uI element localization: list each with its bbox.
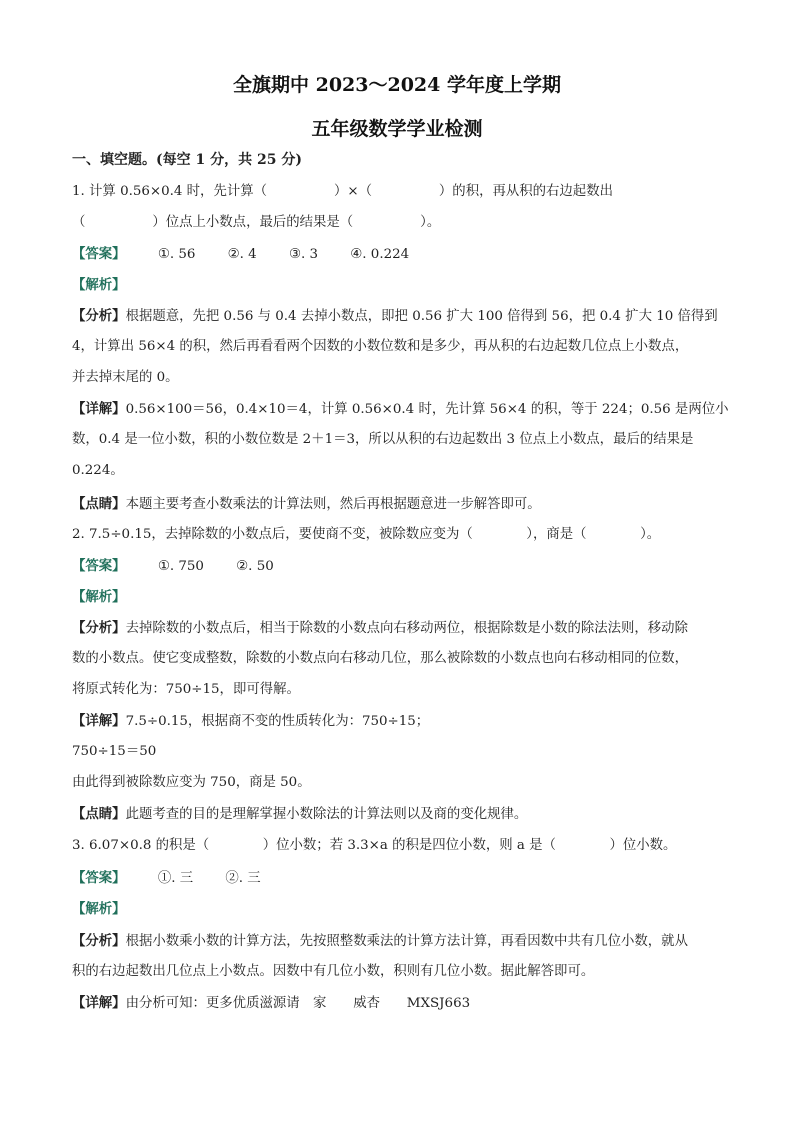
q1-answer-row	[72, 246, 722, 263]
dianjing-tag: 【点睛】	[72, 496, 126, 512]
q1-answer-2: ②. 4	[227, 247, 257, 262]
jiexi-tag: 【解析】	[72, 589, 126, 605]
q1-answer-1: ①. 56	[157, 247, 196, 262]
fenxi-tag: 【分析】	[72, 620, 126, 636]
q3-fenxi-1	[72, 933, 722, 950]
q1-fenxi-2: 4，计算出 56×4 的积，然后再看看两个因数的小数位数和是多少，再从积的右边起数几位点上小数点，	[72, 339, 689, 354]
q1-dianjing	[72, 496, 722, 513]
q2-line1: 2. 7.5÷0.15，去掉除数的小数点后，要使商不变，被除数应变为（ ），商是（ ）。	[72, 527, 661, 542]
q1-xiangjie-2: 数，0.4 是一位小数，积的小数位数是 2＋1＝3，所以从积的右边起数出 3 位点上小数点，最后的结果是	[72, 432, 694, 447]
section-heading: 一、填空题。(每空 1 分，共 25 分)	[72, 152, 302, 168]
document-title: 全旗期中 2023～2024 学年度上学期	[233, 74, 561, 96]
fenxi-tag: 【分析】	[72, 933, 126, 949]
xiangjie-tag: 【详解】	[72, 995, 126, 1011]
q1-fenxi-3: 并去掉末尾的 0。	[72, 370, 179, 385]
q2-calc: 750÷15＝50	[72, 744, 157, 759]
q1-line1: 1. 计算 0.56×0.4 时，先计算（ ）×（ ）的积，再从积的右边起数出	[72, 184, 613, 199]
xiangjie-tag: 【详解】	[72, 401, 126, 417]
q1-xiangjie-3: 0.224。	[72, 463, 124, 478]
q1-xiangjie-text-1: 0.56×100＝56，0.4×10＝4，计算 0.56×0.4 时，先计算 56×4 的积，等于 224；0.56 是两位小	[125, 402, 729, 417]
q1-answer-4: ④. 0.224	[350, 247, 410, 262]
q2-dianjing-text: 此题考查的目的是理解掌握小数除法的计算法则以及商的变化规律。	[125, 807, 528, 822]
answer-tag: 【答案】	[72, 246, 126, 262]
q3-answer-1: ①. 三	[157, 871, 194, 886]
q2-jiexi	[72, 589, 722, 606]
q1-xiangjie-1	[72, 401, 729, 418]
document-subtitle: 五年级数学学业检测	[311, 118, 483, 140]
q3-jiexi	[72, 901, 722, 918]
q3-xiangjie-text-1: 由分析可知：更多优质滋源请 家 威杏 MXSJ663	[125, 996, 471, 1011]
q3-fenxi-text-1: 根据小数乘小数的计算方法，先按照整数乘法的计算方法计算，再看因数中共有几位小数，就从	[125, 934, 688, 949]
q1-line2: （ ）位点上小数点，最后的结果是（ ）。	[72, 215, 441, 230]
answer-tag: 【答案】	[72, 870, 126, 886]
fenxi-tag: 【分析】	[72, 308, 126, 324]
q1-answer-3: ③. 3	[288, 247, 319, 262]
q1-fenxi-1	[72, 308, 722, 325]
q1-dianjing-text: 本题主要考查小数乘法的计算法则，然后再根据题意进一步解答即可。	[125, 497, 541, 512]
jiexi-tag: 【解析】	[72, 277, 126, 293]
q2-result: 由此得到被除数应变为 750，商是 50。	[72, 775, 311, 790]
q2-fenxi-1	[72, 620, 722, 637]
q2-xiangjie-1	[72, 713, 722, 730]
q1-fenxi-text-1: 根据题意，先把 0.56 与 0.4 去掉小数点，即把 0.56 扩大 100 倍得到 56，把 0.4 扩大 10 倍得到	[125, 309, 718, 324]
dianjing-tag: 【点睛】	[72, 806, 126, 822]
q2-xiangjie-text-1: 7.5÷0.15，根据商不变的性质转化为：750÷15；	[125, 714, 430, 729]
q3-fenxi-2: 积的右边起数出几位点上小数点。因数中有几位小数，积则有几位小数。据此解答即可。	[72, 964, 595, 979]
q3-xiangjie-1	[72, 995, 722, 1012]
q2-fenxi-2: 数的小数点。使它变成整数，除数的小数点向右移动几位，那么被除数的小数点也向右移动相同的位数，	[72, 651, 688, 666]
q3-line1: 3. 6.07×0.8 的积是（ ）位小数；若 3.3×a 的积是四位小数，则 a 是（ ）位小数。	[72, 838, 677, 853]
answer-tag: 【答案】	[72, 558, 126, 574]
q2-answer-1: ①. 750	[157, 559, 204, 574]
q1-jiexi	[72, 277, 722, 294]
q3-answer-row	[72, 870, 722, 887]
q2-fenxi-text-1: 去掉除数的小数点后，相当于除数的小数点向右移动两位，根据除数是小数的除法法则，移动除	[125, 621, 688, 636]
q2-dianjing	[72, 806, 722, 823]
q2-fenxi-3: 将原式转化为：750÷15，即可得解。	[72, 682, 300, 697]
q2-answer-row	[72, 558, 722, 575]
q2-answer-2: ②. 50	[236, 559, 274, 574]
jiexi-tag: 【解析】	[72, 901, 126, 917]
xiangjie-tag: 【详解】	[72, 713, 126, 729]
q3-answer-2: ②. 三	[225, 871, 261, 886]
